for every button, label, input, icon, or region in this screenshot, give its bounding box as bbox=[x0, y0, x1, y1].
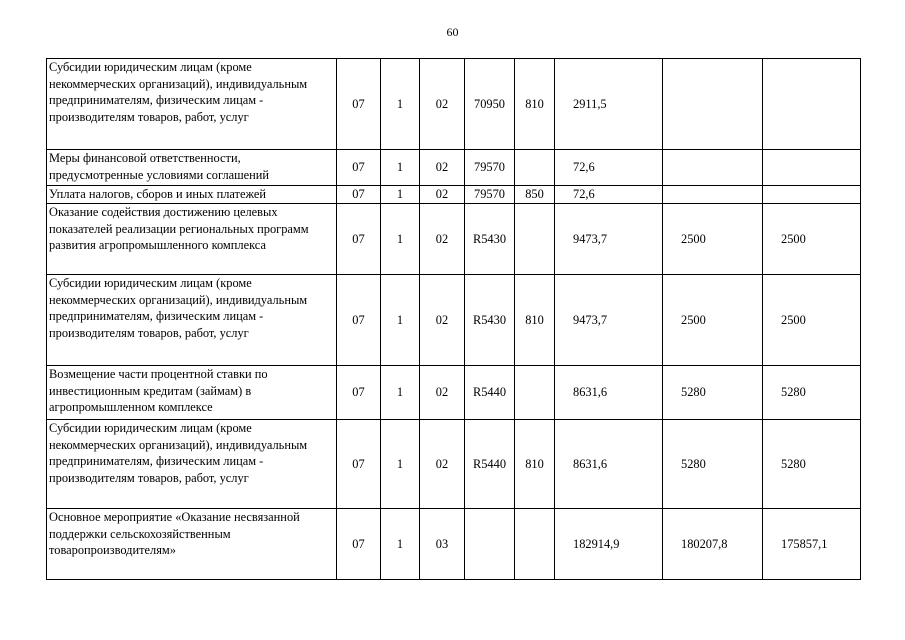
amount-year-2: 2500 bbox=[663, 275, 763, 366]
amount-year-1: 72,6 bbox=[555, 186, 663, 204]
section-code: 07 bbox=[337, 204, 381, 275]
amount-year-2: 5280 bbox=[663, 420, 763, 509]
target-code: R5430 bbox=[465, 204, 515, 275]
subsection-code: 1 bbox=[381, 150, 420, 186]
row-name: Субсидии юридическим лицам (кроме некоммерческих организаций), индивидуальным предпринимателям, физическим лицам - производителям товаров, работ, услуг bbox=[47, 275, 337, 366]
program-code: 02 bbox=[420, 186, 465, 204]
expense-type-code bbox=[515, 366, 555, 420]
amount-year-2 bbox=[663, 59, 763, 150]
table-row bbox=[47, 420, 861, 509]
section-code: 07 bbox=[337, 509, 381, 580]
amount-year-1: 2911,5 bbox=[555, 59, 663, 150]
amount-year-3: 5280 bbox=[763, 420, 861, 509]
table-row bbox=[47, 275, 861, 366]
amount-year-2: 2500 bbox=[663, 204, 763, 275]
amount-year-3: 5280 bbox=[763, 366, 861, 420]
expense-type-code bbox=[515, 204, 555, 275]
subsection-code: 1 bbox=[381, 420, 420, 509]
table-body bbox=[47, 59, 861, 580]
subsection-code: 1 bbox=[381, 275, 420, 366]
amount-year-1: 8631,6 bbox=[555, 420, 663, 509]
program-code: 02 bbox=[420, 150, 465, 186]
program-code: 02 bbox=[420, 420, 465, 509]
amount-year-3 bbox=[763, 150, 861, 186]
program-code: 03 bbox=[420, 509, 465, 580]
section-code: 07 bbox=[337, 366, 381, 420]
table-row bbox=[47, 509, 861, 580]
amount-year-3 bbox=[763, 59, 861, 150]
row-name: Субсидии юридическим лицам (кроме некоммерческих организаций), индивидуальным предпринимателям, физическим лицам - производителям товаров, работ, услуг bbox=[47, 420, 337, 509]
expense-type-code: 810 bbox=[515, 275, 555, 366]
row-name: Уплата налогов, сборов и иных платежей bbox=[47, 186, 337, 204]
table-row bbox=[47, 59, 861, 150]
row-name: Субсидии юридическим лицам (кроме некоммерческих организаций), индивидуальным предпринимателям, физическим лицам - производителям товаров, работ, услуг bbox=[47, 59, 337, 150]
section-code: 07 bbox=[337, 420, 381, 509]
target-code: R5440 bbox=[465, 420, 515, 509]
program-code: 02 bbox=[420, 275, 465, 366]
section-code: 07 bbox=[337, 150, 381, 186]
amount-year-1: 9473,7 bbox=[555, 275, 663, 366]
program-code: 02 bbox=[420, 366, 465, 420]
program-code: 02 bbox=[420, 204, 465, 275]
subsection-code: 1 bbox=[381, 186, 420, 204]
expense-type-code: 810 bbox=[515, 420, 555, 509]
amount-year-2: 180207,8 bbox=[663, 509, 763, 580]
table-row bbox=[47, 204, 861, 275]
page-number: 60 bbox=[446, 25, 459, 39]
amount-year-1: 72,6 bbox=[555, 150, 663, 186]
expense-type-code: 850 bbox=[515, 186, 555, 204]
program-code: 02 bbox=[420, 59, 465, 150]
section-code: 07 bbox=[337, 275, 381, 366]
target-code: R5440 bbox=[465, 366, 515, 420]
amount-year-3: 2500 bbox=[763, 275, 861, 366]
subsection-code: 1 bbox=[381, 366, 420, 420]
subsection-code: 1 bbox=[381, 509, 420, 580]
table-row bbox=[47, 366, 861, 420]
expense-type-code bbox=[515, 509, 555, 580]
section-code: 07 bbox=[337, 59, 381, 150]
expense-type-code: 810 bbox=[515, 59, 555, 150]
budget-table bbox=[46, 58, 861, 580]
table-row bbox=[47, 150, 861, 186]
row-name: Основное мероприятие «Оказание несвязанной поддержки сельскохозяйственным товаропроизводителям» bbox=[47, 509, 337, 580]
expense-type-code bbox=[515, 150, 555, 186]
target-code: 70950 bbox=[465, 59, 515, 150]
amount-year-3: 175857,1 bbox=[763, 509, 861, 580]
amount-year-2: 5280 bbox=[663, 366, 763, 420]
target-code: 79570 bbox=[465, 150, 515, 186]
row-name: Возмещение части процентной ставки по инвестиционным кредитам (займам) в агропромышленном комплексе bbox=[47, 366, 337, 420]
amount-year-2 bbox=[663, 186, 763, 204]
amount-year-3: 2500 bbox=[763, 204, 861, 275]
subsection-code: 1 bbox=[381, 59, 420, 150]
amount-year-1: 182914,9 bbox=[555, 509, 663, 580]
row-name: Оказание содействия достижению целевых показателей реализации региональных программ развития агропромышленного комплекса bbox=[47, 204, 337, 275]
target-code bbox=[465, 509, 515, 580]
table-row bbox=[47, 186, 861, 204]
amount-year-2 bbox=[663, 150, 763, 186]
amount-year-3 bbox=[763, 186, 861, 204]
amount-year-1: 9473,7 bbox=[555, 204, 663, 275]
amount-year-1: 8631,6 bbox=[555, 366, 663, 420]
subsection-code: 1 bbox=[381, 204, 420, 275]
target-code: R5430 bbox=[465, 275, 515, 366]
target-code: 79570 bbox=[465, 186, 515, 204]
row-name: Меры финансовой ответственности, предусмотренные условиями соглашений bbox=[47, 150, 337, 186]
section-code: 07 bbox=[337, 186, 381, 204]
